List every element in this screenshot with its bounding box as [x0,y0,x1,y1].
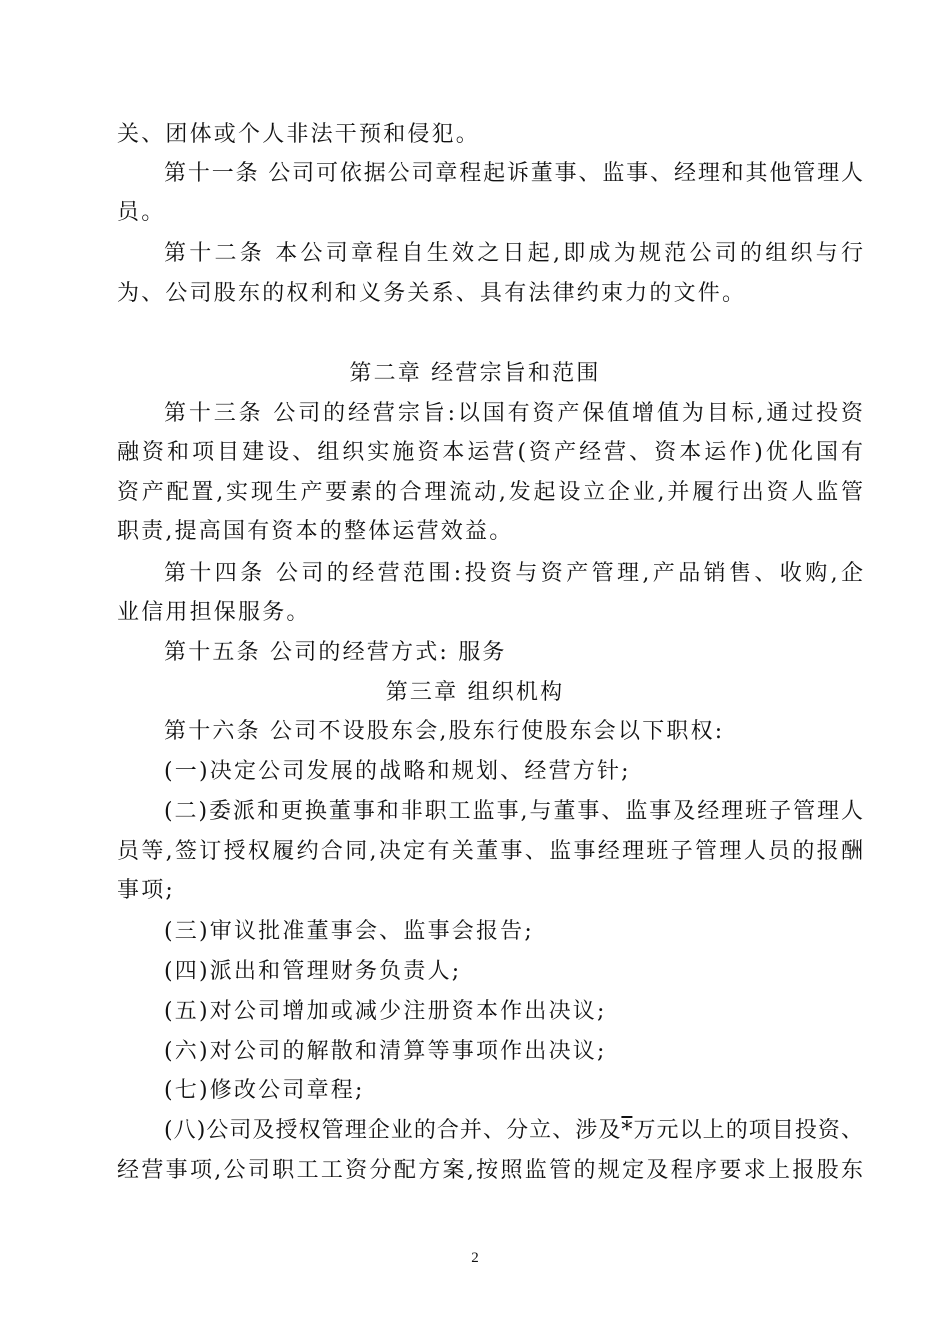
text-line: (二)委派和更换董事和非职工监事,与董事、监事及经理班子管理人 [164,799,863,824]
text-line: 经营事项,公司职工工资分配方案,按照监管的规定及程序要求上报股东 [117,1158,863,1183]
text-line: 员等,签订授权履约合同,决定有关董事、监事经理班子管理人员的报酬 [117,839,863,864]
text-line: 第十三条 公司的经营宗旨:以国有资产保值增值为目标,通过投资 [164,401,863,426]
text-line: (三)审议批准董事会、监事会报告; [164,919,534,944]
text-line: 第十二条 本公司章程自生效之日起,即成为规范公司的组织与行 [164,241,863,266]
text-line: 融资和项目建设、组织实施资本运营(资产经营、资本运作)优化国有 [117,440,863,465]
text-line: (一)决定公司发展的战略和规划、经营方针; [164,759,631,784]
text-line: (五)对公司增加或减少注册资本作出决议; [164,999,607,1024]
amount-placeholder: * [621,1118,633,1143]
text-line: 员。 [117,200,166,225]
text-line: (四)派出和管理财务负责人; [164,959,462,984]
chapter-heading: 第三章 组织机构 [385,680,565,705]
text-line: (七)修改公司章程; [164,1078,365,1103]
text-line: 第十六条 公司不设股东会,股东行使股东会以下职权: [164,719,725,744]
text-line: (六)对公司的解散和清算等事项作出决议; [164,1039,607,1064]
text-line: 职责,提高国有资本的整体运营效益。 [117,519,514,544]
text-line: 为、公司股东的权利和义务关系、具有法律约束力的文件。 [117,281,747,306]
text-line [164,1116,863,1146]
text-fragment: 万元以上的项目投资、 [632,1118,863,1143]
text-line: 事项; [117,878,176,903]
text-line: 第十五条 公司的经营方式: 服务 [164,640,507,665]
text-fragment: (八)公司及授权管理企业的合并、分立、涉及 [164,1118,622,1143]
page-number: 2 [471,1250,479,1266]
text-line: 业信用担保服务。 [117,600,311,625]
text-line: 第十四条 公司的经营范围:投资与资产管理,产品销售、收购,企 [164,561,863,586]
chapter-heading: 第二章 经营宗旨和范围 [349,361,601,386]
text-line: 第十一条 公司可依据公司章程起诉董事、监事、经理和其他管理人 [164,161,863,186]
text-line: 资产配置,实现生产要素的合理流动,发起设立企业,并履行出资人监管 [117,480,863,505]
text-line: 关、团体或个人非法干预和侵犯。 [117,122,481,147]
